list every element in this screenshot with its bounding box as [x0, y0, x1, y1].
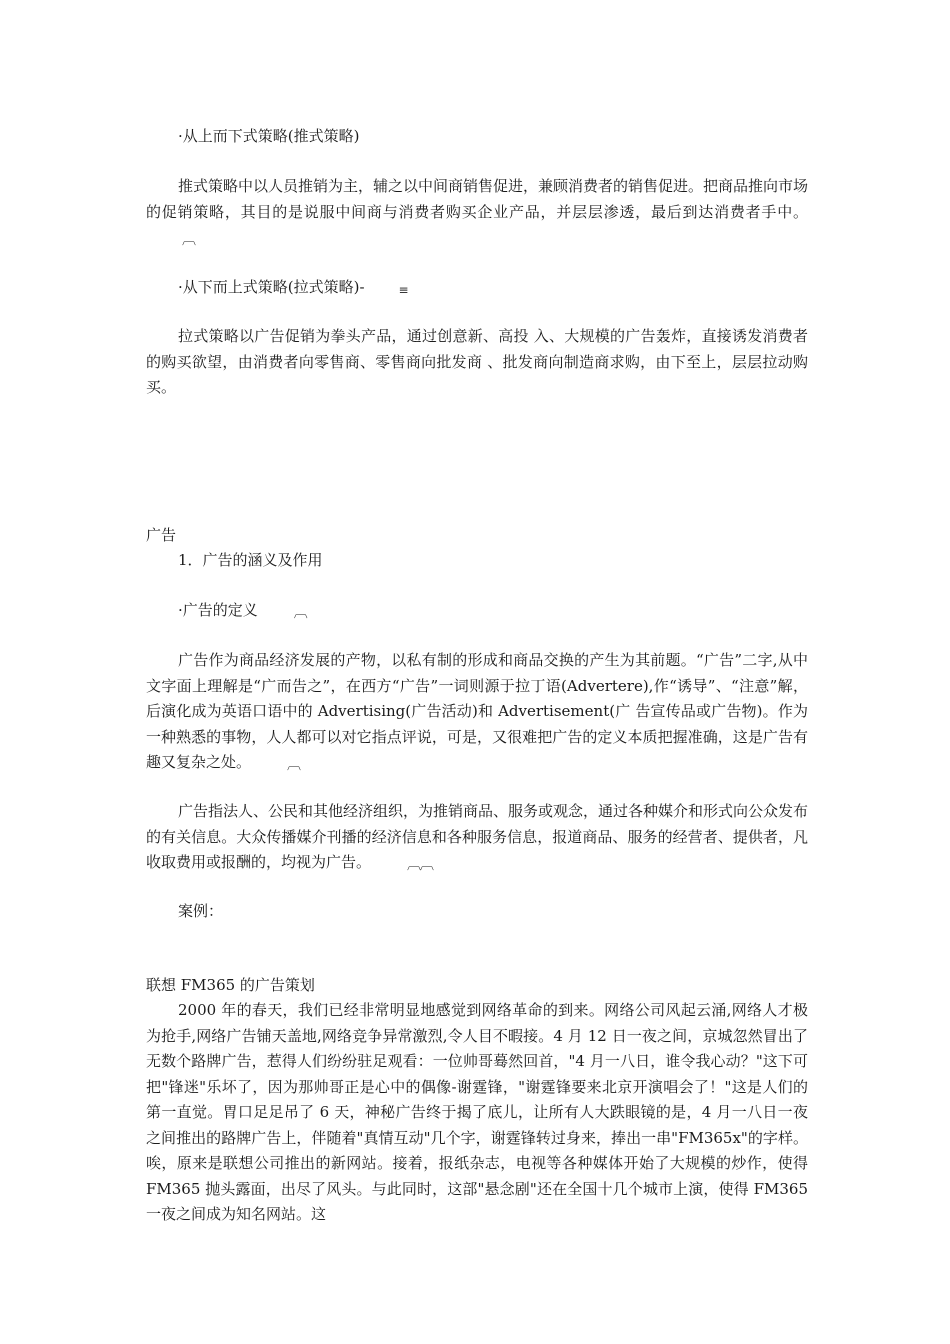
layout-mark-icon: ︹: [293, 605, 307, 621]
case-body-text: 2000 年的春天，我们已经非常明显地感觉到网络革命的到来。网络公司风起云涌,网络人才极为抢手,网络广告铺天盖地,网络竞争异常激烈,令人目不暇接。4 月 12 日一夜之间，京城忽然冒出了无数个路牌广告，惹得人们纷纷驻足观看：一位帅哥蓦然回首，"4 月一八日，谁令我心动？"这下可把"锋迷"乐坏了，因为那帅哥正是心中的偶像-谢霆锋，"谢霆锋要来北京开演唱会了！"这是人们的第一直觉。胃口足足吊了 6 天，神秘广告终于揭了底儿，让所有人大跌眼镜的是，4 月一八日一夜之间推出的路牌广告上，伴随着"真情互动"几个字，谢霆锋转过身来，捧出一串"FM365x"的字样。唉，原来是联想公司推出的新网站。接着，报纸杂志，电视等各种媒体开始了大规模的炒作，使得 FM365 抛头露面，出尽了风头。与此同时，这部"悬念剧"还在全国十几个城市上演，使得 FM365 一夜之间成为知名网站。这: [146, 1001, 808, 1223]
equal-mark-icon: ≡: [398, 283, 408, 297]
ad-definition-heading-text: ·广告的定义: [178, 601, 258, 619]
ad-definition-text-1: 广告作为商品经济发展的产物，以私有制的形成和商品交换的产生为其前题。“广告”二字,从中文字面上理解是“广而告之”，在西方“广告”一词则源于拉丁语(Advertere),作“诱导”、“注意”解，后演化成为英语口语中的 Advertising(广告活动)和 Advertisement(广 告宣传品或广告物)。作为一种熟悉的事物，人人都可以对它指点评说，可是，又很难把广告的定义本质把握准确，这是广告有趣又复杂之处。: [146, 651, 808, 771]
push-strategy-heading: [146, 124, 808, 150]
pull-strategy-text: 拉式策略以广告促销为拳头产品，通过创意新、高投 入、大规模的广告轰炸，直接诱发消费者的购买欲望，由消费者向零售商、零售商向批发商 、批发商向制造商求购，由下至上，层层拉动购买。: [146, 327, 808, 396]
case-paragraph: [146, 998, 808, 1228]
ad-title-text: 广告: [146, 526, 177, 544]
push-strategy-paragraph: [146, 174, 808, 254]
case-label: [146, 899, 808, 925]
pull-strategy-heading-text: ·从下而上式策略(拉式策略)-: [178, 278, 365, 296]
ad-definition-paragraph-2: [146, 799, 808, 879]
ad-definition-heading: [146, 598, 808, 627]
case-label-text: 案例：: [178, 902, 224, 920]
pull-strategy-paragraph: [146, 324, 808, 401]
ad-definition-paragraph-1: [146, 648, 808, 779]
ad-title: [146, 523, 808, 549]
ad-section-heading: [146, 548, 808, 574]
ad-section-heading-text: 1．广告的涵义及作用: [178, 551, 323, 569]
push-strategy-text: 推式策略中以人员推销为主，辅之以中间商销售促进，兼顾消费者的销售促进。把商品推向市场的促销策略，其目的是说服中间商与消费者购买企业产品，并层层渗透，最后到达消费者手中。: [146, 177, 809, 221]
case-title: [146, 973, 808, 999]
pull-strategy-heading: [146, 275, 808, 304]
layout-mark-icon: ︹: [287, 757, 301, 773]
ad-definition-text-2: 广告指法人、公民和其他经济组织，为推销商品、服务或观念，通过各种媒介和形式向公众发布的有关信息。大众传播媒介刊播的经济信息和各种服务信息，报道商品、服务的经营者、提供者，凡收取费用或报酬的，均视为广告。: [146, 802, 809, 871]
layout-mark-icon: ︹: [182, 232, 195, 248]
push-strategy-heading-text: ·从上而下式策略(推式策略): [178, 127, 360, 145]
case-title-text: 联想 FM365 的广告策划: [146, 976, 315, 994]
layout-mark-icon: ︹︹: [407, 857, 434, 873]
